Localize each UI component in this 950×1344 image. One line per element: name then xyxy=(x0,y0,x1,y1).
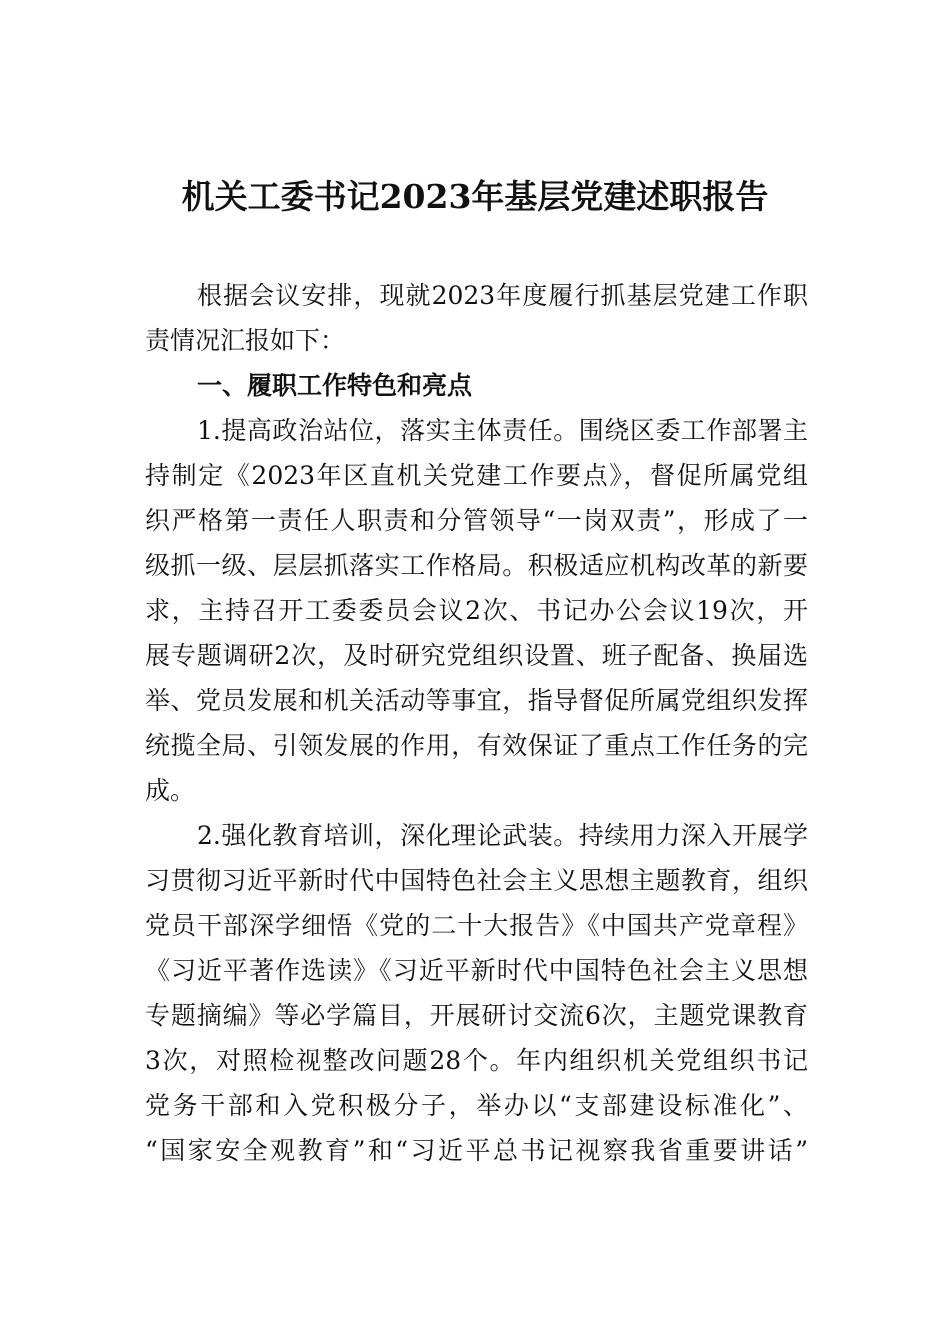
p1-line: 级抓一级、层层抓落实工作格局。积极适应机构改革的新要 xyxy=(145,551,808,580)
document-body xyxy=(145,273,808,1173)
p1-line: 1.提高政治站位，落实主体责任。围绕区委工作部署主 xyxy=(197,416,808,445)
p2-line: “国家安全观教育”和“习近平总书记视察我省重要讲话” xyxy=(145,1136,808,1165)
p2-line: 2.强化教育培训，深化理论武装。持续用力深入开展学 xyxy=(197,821,808,850)
document-title: 机关工委书记2023年基层党建述职报告 xyxy=(181,177,769,216)
p2-line: 3次，对照检视整改问题28个。年内组织机关党组织书记 xyxy=(145,1046,808,1075)
p2-line: 习贯彻习近平新时代中国特色社会主义思想主题教育，组织 xyxy=(145,866,808,895)
p2-line: 党员干部深学细悟《党的二十大报告》《中国共产党章程》 xyxy=(145,911,808,940)
intro-line: 根据会议安排，现就2023年度履行抓基层党建工作职 xyxy=(197,281,808,310)
p2-line: 党务干部和入党积极分子，举办以“支部建设标准化”、 xyxy=(145,1091,808,1120)
p1-line: 成。 xyxy=(145,776,196,805)
intro-line: 责情况汇报如下： xyxy=(145,326,346,355)
p1-line: 持制定《2023年区直机关党建工作要点》，督促所属党组 xyxy=(145,461,808,490)
p1-line: 展专题调研2次，及时研究党组织设置、班子配备、换届选 xyxy=(145,641,808,670)
p2-line: 《习近平著作选读》《习近平新时代中国特色社会主义思想 xyxy=(145,956,808,985)
p1-line: 统揽全局、引领发展的作用，有效保证了重点工作任务的完 xyxy=(145,731,808,760)
p1-line: 求，主持召开工委委员会议2次、书记办公会议19次，开 xyxy=(145,596,808,625)
p1-line: 织严格第一责任人职责和分管领导“一岗双责”，形成了一 xyxy=(145,506,808,535)
p2-line: 专题摘编》等必学篇目，开展研讨交流6次，主题党课教育 xyxy=(145,1001,808,1030)
p1-line: 举、党员发展和机关活动等事宜，指导督促所属党组织发挥 xyxy=(145,686,808,715)
section-heading: 一、履职工作特色和亮点 xyxy=(197,371,473,400)
